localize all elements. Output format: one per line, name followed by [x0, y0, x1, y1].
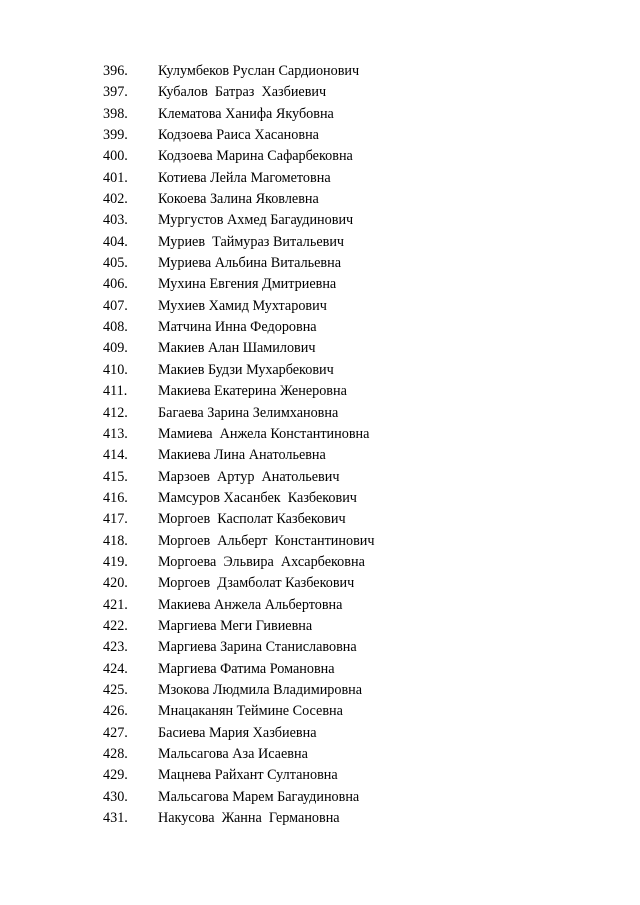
entry-name: Мамсуров Хасанбек Казбекович: [158, 489, 357, 506]
list-item: [103, 680, 583, 701]
entry-number: 420.: [103, 575, 128, 592]
entry-name: Моргоева Эльвира Ахсарбековна: [158, 553, 365, 570]
list-item: [103, 552, 583, 573]
entry-number: 419.: [103, 553, 128, 570]
entry-name: Мальсагова Аза Исаевна: [158, 746, 308, 762]
entry-number: 404.: [103, 233, 128, 250]
list-item: [103, 146, 583, 167]
entry-name: Маргиева Зарина Станиславовна: [158, 639, 357, 656]
entry-number: 411.: [103, 383, 128, 400]
list-item: [103, 531, 583, 552]
entry-name: Мургустов Ахмед Багаудинович: [158, 212, 354, 229]
entry-number: 400.: [103, 148, 128, 165]
entry-number: 409.: [103, 340, 128, 357]
list-item: [103, 744, 583, 765]
entry-number: 423.: [103, 639, 128, 656]
list-item: [103, 338, 583, 359]
entry-number: 412.: [103, 404, 128, 421]
list-item: [103, 403, 583, 424]
list-item: [103, 701, 583, 722]
list-item: [103, 659, 583, 680]
entry-number: 406.: [103, 276, 128, 293]
entry-number: 425.: [103, 681, 128, 698]
entry-name: Мальсагова Марем Багаудиновна: [158, 788, 360, 805]
list-item: [103, 360, 583, 381]
entry-name: Кубалов Батраз Хазбиевич: [158, 84, 327, 101]
entry-number: 427.: [103, 724, 128, 741]
entry-name: Макиева Анжела Альбертовна: [158, 596, 343, 613]
entry-number: 417.: [103, 511, 128, 528]
list-item: [103, 296, 583, 317]
list-item: [103, 765, 583, 786]
list-item: [103, 104, 583, 125]
list-item: [103, 595, 583, 616]
entry-number: 422.: [103, 617, 128, 634]
entry-number: 403.: [103, 212, 128, 229]
entry-number: 398.: [103, 105, 128, 122]
list-item: [103, 787, 583, 808]
list-item: [103, 317, 583, 338]
entry-number: 418.: [103, 532, 128, 549]
entry-number: 415.: [103, 468, 128, 485]
entry-name: Маргиева Фатима Романовна: [158, 660, 335, 677]
entry-number: 429.: [103, 767, 128, 784]
entry-number: 399.: [103, 127, 128, 144]
entry-name: Матчина Инна Федоровна: [158, 319, 317, 336]
entry-number: 414.: [103, 447, 128, 464]
entry-name: Басиева Мария Хазбиевна: [158, 724, 317, 741]
entry-name: Кодзоева Раиса Хасановна: [158, 127, 319, 144]
entry-name: Моргоев Касполат Казбекович: [158, 511, 346, 528]
list-item: [103, 467, 583, 488]
entry-number: 410.: [103, 361, 128, 378]
entry-number: 421.: [103, 596, 128, 613]
list-item: [103, 61, 583, 82]
entry-name: Макиева Лина Анатольевна: [158, 447, 326, 464]
list-item: [103, 424, 583, 445]
entry-name: Моргоев Дзамболат Казбекович: [158, 575, 355, 592]
entry-name: Котиева Лейла Магометовна: [158, 169, 331, 186]
entry-number: 405.: [103, 255, 128, 272]
entry-number: 430.: [103, 788, 128, 805]
entry-name: Кокоева Залина Яковлевна: [158, 191, 319, 208]
list-item: [103, 509, 583, 530]
list-item: [103, 232, 583, 253]
entry-name: Марзоев Артур Анатольевич: [158, 468, 340, 485]
list-item: [103, 381, 583, 402]
list-item: [103, 125, 583, 146]
list-item: [103, 616, 583, 637]
entry-name: Макиев Будзи Мухарбекович: [158, 361, 334, 378]
entry-name: Мухина Евгения Дмитриевна: [158, 276, 337, 293]
entry-name: Накусова Жанна Германовна: [158, 810, 340, 827]
entry-number: 401.: [103, 169, 128, 186]
list-item: [103, 210, 583, 231]
list-item: [103, 82, 583, 103]
entry-name: Мацнева Райхант Султановна: [158, 767, 338, 784]
list-item: [103, 637, 583, 658]
entry-number: 402.: [103, 191, 128, 208]
list-item: [103, 274, 583, 295]
entry-name: Багаева Зарина Зелимхановна: [158, 404, 339, 421]
list-item: [103, 808, 583, 829]
entry-number: 416.: [103, 489, 128, 506]
entry-number: 426.: [103, 703, 128, 720]
entry-number: 431.: [103, 810, 128, 827]
list-item: [103, 488, 583, 509]
list-item: [103, 189, 583, 210]
entry-number: 396.: [103, 63, 128, 79]
entry-name: Кодзоева Марина Сафарбековна: [158, 148, 353, 165]
entry-number: 408.: [103, 319, 128, 336]
entry-name: Мнацаканян Теймине Сосевна: [158, 703, 343, 720]
entry-number: 397.: [103, 84, 128, 101]
name-list: [103, 61, 583, 829]
entry-number: 428.: [103, 746, 128, 762]
list-item: [103, 168, 583, 189]
list-item: [103, 723, 583, 744]
list-item: [103, 573, 583, 594]
entry-name: Маргиева Меги Гивиевна: [158, 617, 313, 634]
entry-name: Муриева Альбина Витальевна: [158, 255, 342, 272]
entry-number: 413.: [103, 425, 128, 442]
entry-number: 424.: [103, 660, 128, 677]
entry-name: Макиев Алан Шамилович: [158, 340, 316, 357]
entry-name: Мамиева Анжела Константиновна: [158, 425, 370, 442]
list-item: [103, 445, 583, 466]
entry-name: Муриев Таймураз Витальевич: [158, 233, 345, 250]
entry-name: Макиева Екатерина Женеровна: [158, 383, 347, 400]
entry-name: Клематова Ханифа Якубовна: [158, 105, 334, 122]
entry-name: Моргоев Альберт Константинович: [158, 532, 375, 549]
entry-name: Мзокова Людмила Владимировна: [158, 681, 363, 698]
entry-number: 407.: [103, 297, 128, 314]
entry-name: Мухиев Хамид Мухтарович: [158, 297, 327, 314]
list-item: [103, 253, 583, 274]
entry-name: Кулумбеков Руслан Сардионович: [158, 63, 360, 79]
